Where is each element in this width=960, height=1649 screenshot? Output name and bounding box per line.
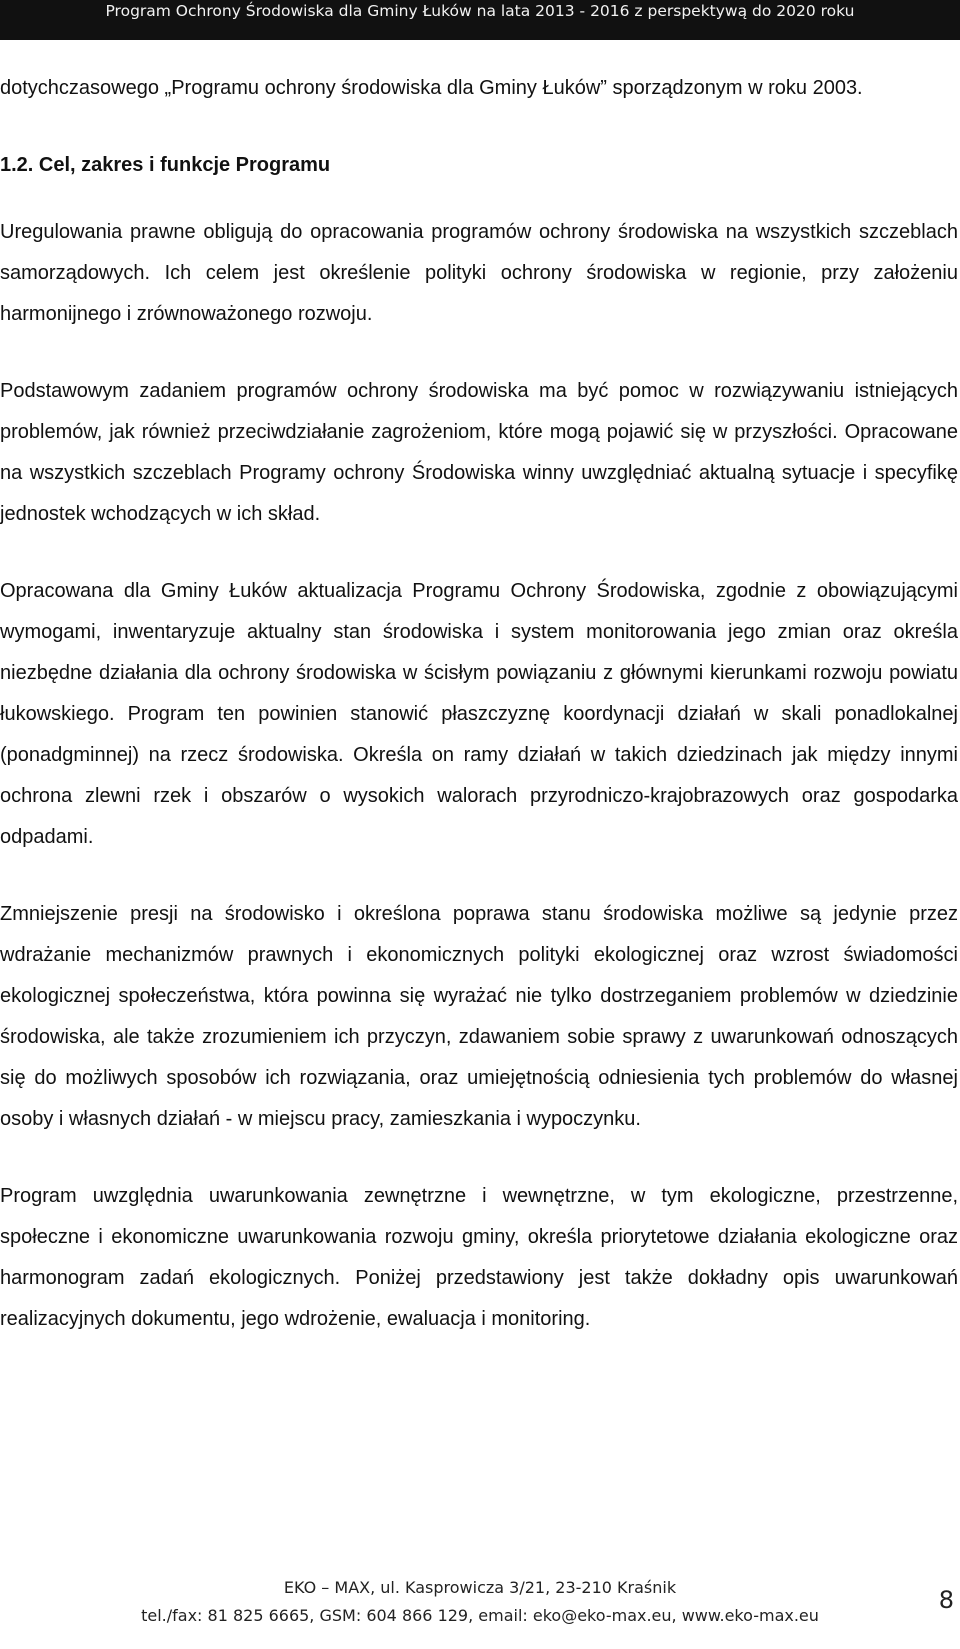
- paragraph-program-conditions: Program uwzględnia uwarunkowania zewnętrzne i wewnętrzne, w tym ekologiczne, przestrzenne, społeczne i ekonomiczne uwarunkowania rozwoju gminy, określa priorytetowe działania ekologiczne oraz harmonogram zadań ekologicznych. Poniżej przedstawiony jest także dokładny opis uwarunkowań realizacyjnych dokumentu, jego wdrożenie, ewaluacja i monitoring.: [0, 1185, 958, 1330]
- paragraph-update-scope: Opracowana dla Gminy Łuków aktualizacja Programu Ochrony Środowiska, zgodnie z obowiązującymi wymogami, inwentaryzuje aktualny stan środowiska i system monitorowania jego zmian oraz określa niezbędne działania dla ochrony środowiska w ścisłym powiązaniu z głównymi kierunkami rozwoju powiatu łukowskiego. Program ten powinien stanowić płaszczyznę koordynacji działań w skali ponadlokalnej (ponadgminnej) na rzecz środowiska. Określa on ramy działań w takich dziedzinach jak między innymi ochrona zlewni rzek i obszarów o wysokich walorach przyrodniczo-krajobrazowych oraz gospodarka odpadami.: [0, 580, 958, 848]
- header-title: Program Ochrony Środowiska dla Gminy Łuków na lata 2013 - 2016 z perspektywą do 2020 roku: [105, 2, 855, 20]
- page-footer: [0, 1574, 960, 1630]
- document-body: [0, 68, 958, 1340]
- paragraph-legal-basis: Uregulowania prawne obligują do opracowania programów ochrony środowiska na wszystkich szczeblach samorządowych. Ich celem jest określenie polityki ochrony środowiska w regionie, przy założeniu harmonijnego i zrównoważonego rozwoju.: [0, 221, 958, 325]
- page-number: 8: [938, 1586, 954, 1614]
- section-heading: 1.2. Cel, zakres i funkcje Programu: [0, 154, 331, 176]
- paragraph-intro-continuation: dotychczasowego „Programu ochrony środowiska dla Gminy Łuków” sporządzonym w roku 2003.: [0, 77, 863, 99]
- page-header: [0, 0, 960, 40]
- paragraph-main-task: Podstawowym zadaniem programów ochrony środowiska ma być pomoc w rozwiązywaniu istniejących problemów, jak również przeciwdziałanie zagrożeniom, które mogą pojawić się w przyszłości. Opracowane na wszystkich szczeblach Programy ochrony Środowiska winny uwzględniać aktualną sytuacje i specyfikę jednostek wchodzących w ich skład.: [0, 380, 958, 525]
- paragraph-pressure-reduction: Zmniejszenie presji na środowisko i określona poprawa stanu środowiska możliwe są jedynie przez wdrażanie mechanizmów prawnych i ekonomicznych polityki ekologicznej oraz wzrost świadomości ekologicznej społeczeństwa, która powinna się wyrażać nie tylko dostrzeganiem problemów w dziedzinie środowiska, ale także zrozumieniem ich przyczyn, zdawaniem sobie sprawy z uwarunkowań odnoszących się do możliwych sposobów ich rozwiązania, oraz umiejętnością odniesienia tych problemów do własnej osoby i własnych działań - w miejscu pracy, zamieszkania i wypoczynku.: [0, 903, 958, 1130]
- footer-contact: tel./fax: 81 825 6665, GSM: 604 866 129, email: eko@eko-max.eu, www.eko-max.eu: [141, 1606, 819, 1625]
- footer-address: EKO – MAX, ul. Kasprowicza 3/21, 23-210 Kraśnik: [283, 1578, 677, 1597]
